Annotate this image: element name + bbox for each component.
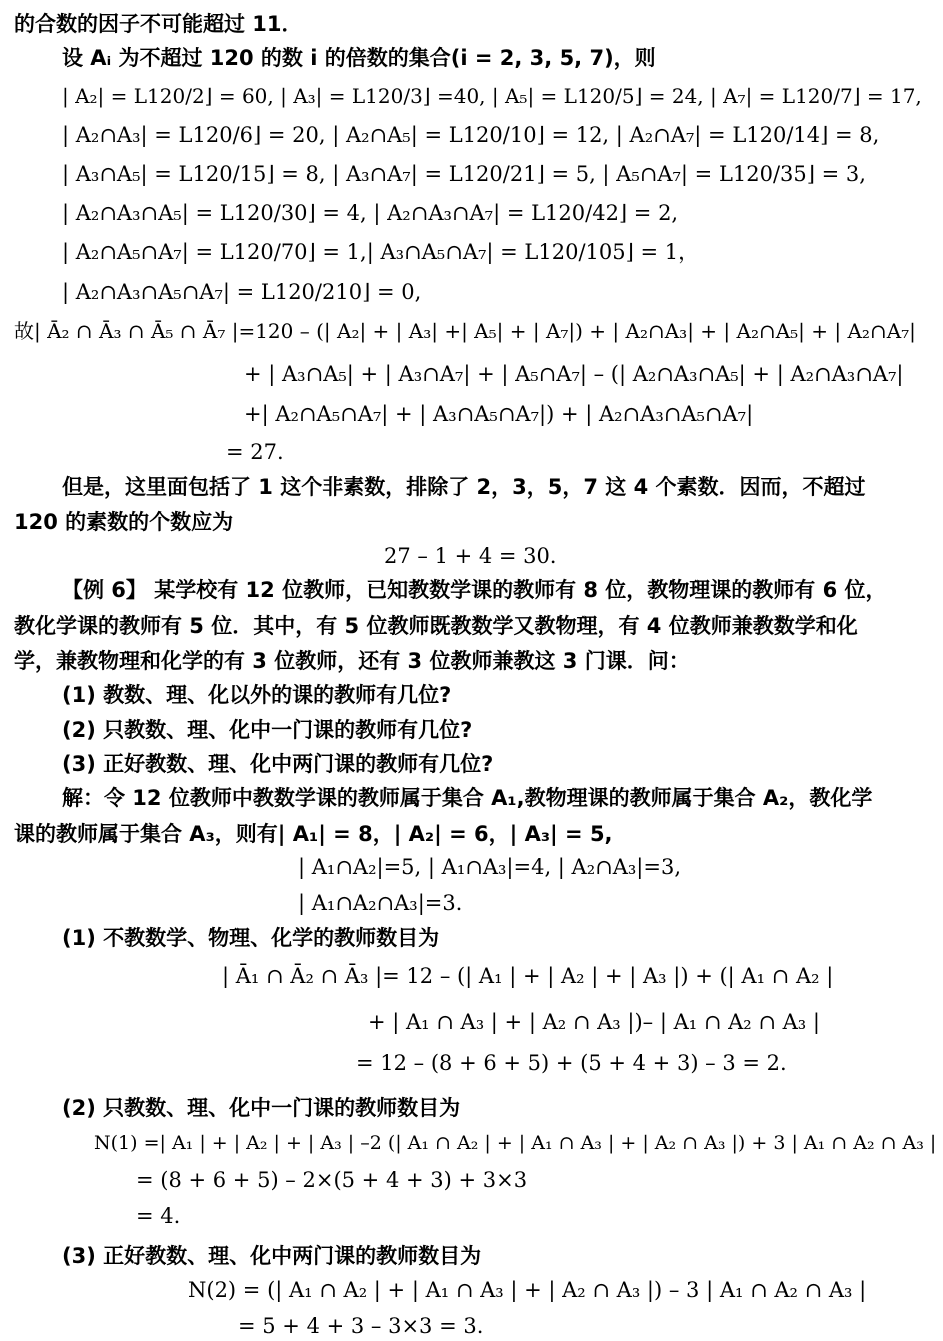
text-line-22: 解：令 12 位教师中教数学课的教师属于集合 A₁,教物理课的教师属于集合 A₂，教化学	[62, 786, 873, 810]
equation-line-28: + | A₁ ∩ A₃ | + | A₂ ∩ A₃ |)– | A₁ ∩ A₂ ∩ A₃ |	[368, 1010, 820, 1034]
text-line-23: 课的教师属于集合 A₃，则有| A₁| = 8，| A₂| = 6，| A₃| = 5,	[14, 822, 613, 846]
text-line-26: (1) 不教数学、物理、化学的教师数目为	[62, 926, 440, 950]
equation-line-9: 故| Ā₂ ∩ Ā₃ ∩ Ā₅ ∩ Ā₇ |=120 – (| A₂| + | A₃| +| A₅| + | A₇|) + | A₂∩A₃| + | A₂∩A₅| + | A₂∩A₇|	[14, 319, 916, 343]
equation-line-11: +| A₂∩A₅∩A₇| + | A₃∩A₅∩A₇|) + | A₂∩A₃∩A₅∩A₇|	[244, 402, 754, 426]
text-line-13: 但是，这里面包括了 1 这个非素数，排除了 2，3，5，7 这 4 个素数．因而，不超过	[62, 475, 866, 499]
equation-line-29: = 12 – (8 + 6 + 5) + (5 + 4 + 3) – 3 = 2.	[356, 1051, 787, 1075]
equation-line-12: = 27.	[226, 440, 284, 464]
text-line-16: 【例 6】 某学校有 12 位教师，已知教数学课的教师有 8 位，教物理课的教师有 6 位，	[62, 578, 887, 602]
text-line-2: 设 Aᵢ 为不超过 120 的数 i 的倍数的集合(i = 2, 3, 5, 7)，则	[62, 46, 656, 70]
text-line-17: 教化学课的教师有 5 位．其中，有 5 位教师既教数学又教物理，有 4 位教师兼教数学和化	[14, 614, 858, 638]
equation-line-5: | A₃∩A₅| = L120/15⌋ = 8, | A₃∩A₇| = L120/21⌋ = 5, | A₅∩A₇| = L120/35⌋ = 3,	[62, 162, 866, 186]
equation-line-7: | A₂∩A₅∩A₇| = L120/70⌋ = 1,| A₃∩A₅∩A₇| = L120/105⌋ = 1，	[62, 240, 700, 264]
text-line-30: (2) 只教数、理、化中一门课的教师数目为	[62, 1096, 461, 1120]
text-line-18: 学，兼教物理和化学的有 3 位教师，还有 3 位教师兼教这 3 门课．问：	[14, 649, 690, 673]
equation-line-6: | A₂∩A₃∩A₅| = L120/30⌋ = 4, | A₂∩A₃∩A₇| = L120/42⌋ = 2,	[62, 201, 679, 225]
equation-line-3: | A₂| = L120/2⌋ = 60, | A₃| = L120/3⌋ =40, | A₅| = L120/5⌋ = 24, | A₇| = L120/7⌋ = 17,	[62, 84, 922, 108]
equation-line-27: | Ā₁ ∩ Ā₂ ∩ Ā₃ |= 12 – (| A₁ | + | A₂ | + | A₃ |) + (| A₁ ∩ A₂ |	[222, 964, 834, 988]
equation-line-4: | A₂∩A₃| = L120/6⌋ = 20, | A₂∩A₅| = L120/10⌋ = 12, | A₂∩A₇| = L120/14⌋ = 8,	[62, 123, 880, 147]
text-line-21: (3) 正好教数、理、化中两门课的教师有几位?	[62, 752, 494, 776]
equation-line-8: | A₂∩A₃∩A₅∩A₇| = L120/210⌋ = 0,	[62, 280, 422, 304]
equation-line-35: N(2) = (| A₁ ∩ A₂ | + | A₁ ∩ A₃ | + | A₂ ∩ A₃ |) – 3 | A₁ ∩ A₂ ∩ A₃ |	[188, 1278, 867, 1302]
text-line-34: (3) 正好教数、理、化中两门课的教师数目为	[62, 1244, 482, 1268]
equation-line-25: | A₁∩A₂∩A₃|=3．	[298, 891, 477, 915]
equation-line-10: + | A₃∩A₅| + | A₃∩A₇| + | A₅∩A₇| – (| A₂∩A₃∩A₅| + | A₂∩A₃∩A₇|	[244, 362, 904, 386]
equation-line-15: 27 – 1 + 4 = 30．	[384, 544, 571, 568]
text-line-20: (2) 只教数、理、化中一门课的教师有几位?	[62, 718, 473, 742]
text-line-14: 120 的素数的个数应为	[14, 510, 234, 534]
text-line-1: 的合数的因子不可能超过 11．	[14, 12, 303, 36]
equation-line-31: N(1) =| A₁ | + | A₂ | + | A₃ | –2 (| A₁ ∩ A₂ | + | A₁ ∩ A₃ | + | A₂ ∩ A₃ |) + 3 | A₁ ∩ A₂ ∩ A₃ |	[94, 1132, 937, 1154]
equation-line-24: | A₁∩A₂|=5, | A₁∩A₃|=4, | A₂∩A₃|=3,	[298, 855, 682, 879]
equation-line-36: = 5 + 4 + 3 – 3×3 = 3.	[238, 1314, 484, 1338]
equation-line-33: = 4.	[136, 1204, 181, 1228]
text-line-19: (1) 教数、理、化以外的课的教师有几位?	[62, 683, 452, 707]
equation-line-32: = (8 + 6 + 5) – 2×(5 + 4 + 3) + 3×3	[136, 1168, 528, 1192]
